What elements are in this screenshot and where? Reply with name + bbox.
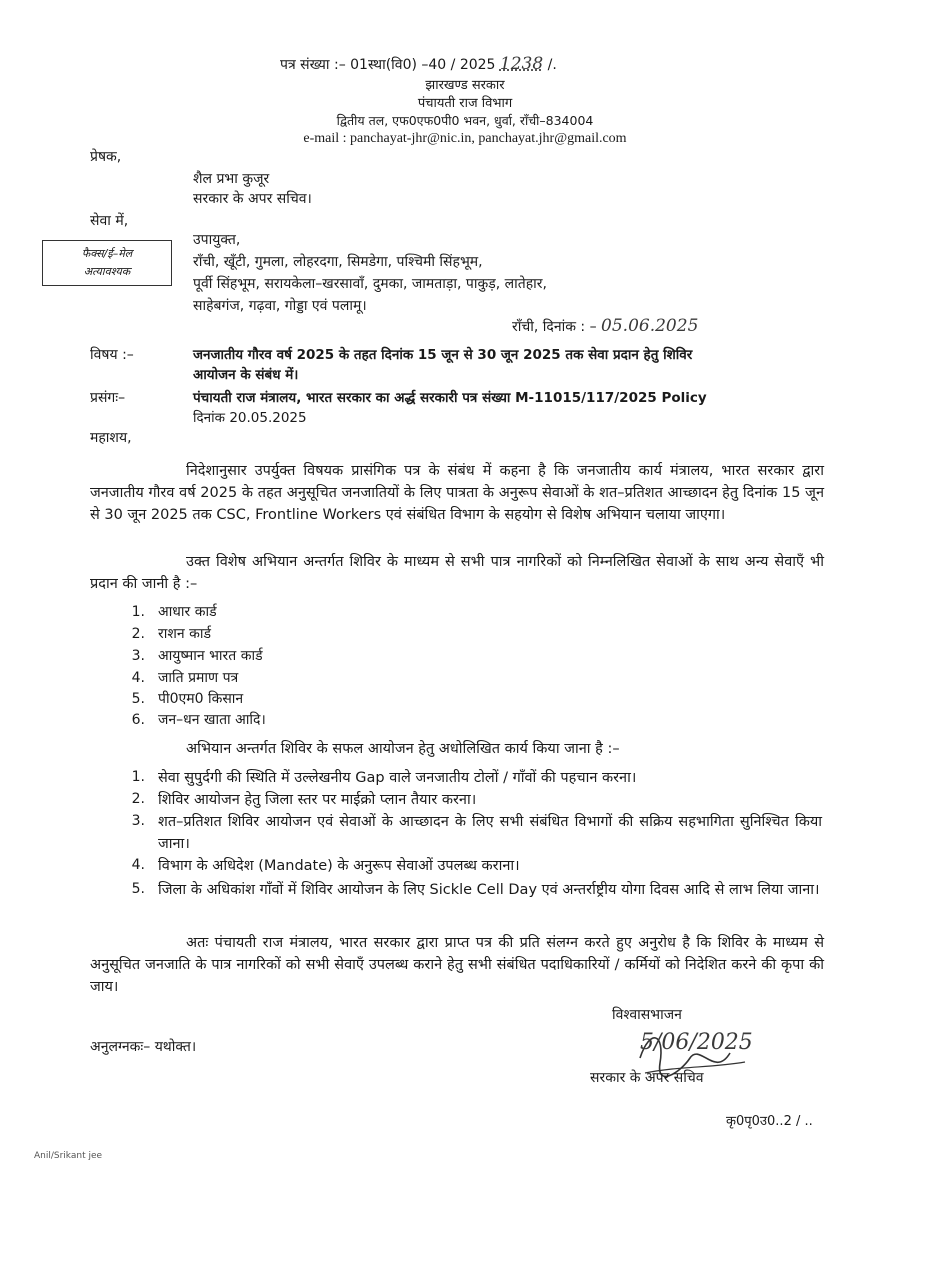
recipient-label: सेवा में, [90, 213, 129, 229]
recipient-line-2: राँची, खूँटी, गुमला, लोहरदगा, सिमडेगा, पश्चिमी सिंहभूम, [193, 254, 483, 270]
signatory-designation: सरकार के अपर सचिव [590, 1070, 704, 1086]
paragraph-1: निदेशानुसार उपर्युक्त विषयक प्रासंगिक पत्र के संबंध में कहना है कि जनजातीय कार्य मंत्रालय, भारत सरकार द्वारा जनजातीय गौरव वर्ष 2025 के तहत अनुसूचित जनजातियों के लिए पात्रता के अनुरूप सेवाओं के शत–प्रतिशत आच्छादन हेतु दिनांक 15 जून से 30 जून 2025 तक CSC, Frontline Workers एवं संबंधित विभाग के सहयोग से विशेष अभियान चलाया जाएगा। [90, 463, 824, 523]
department-email: e-mail : panchayat-jhr@nic.in, panchayat.jhr@gmail.com [303, 131, 627, 146]
service-number: 1. [131, 604, 145, 620]
service-number: 6. [131, 712, 145, 728]
date-label: राँची, दिनांक : – [512, 319, 597, 335]
task-item: सेवा सुपुर्दगी की स्थिति में उल्लेखनीय Gap वाले जनजातीय टोलों / गाँवों की पहचान करना। [158, 770, 637, 786]
govt-name: झारखण्ड सरकार [425, 78, 505, 93]
department-address: द्वितीय तल, एफ0एफ0पी0 भवन, धुर्वा, राँची–834004 [336, 113, 594, 128]
service-item: आयुष्मान भारत कार्ड [158, 648, 263, 664]
department-name: पंचायती राज विभाग [417, 96, 513, 111]
service-number: 4. [131, 670, 145, 686]
service-item: जन–धन खाता आदि। [158, 712, 266, 728]
subject-label: विषय :– [90, 347, 134, 363]
continued-note: कृ0पृ0उ0..2 / .. [726, 1114, 813, 1129]
signature-date: 5/06/2025 [640, 1030, 753, 1055]
sender-label: प्रेषक, [90, 149, 122, 165]
sender-name: शैल प्रभा कुजूर [193, 171, 270, 187]
task-number: 1. [131, 769, 145, 785]
letter-number [280, 54, 557, 75]
reference-line-2: दिनांक 20.05.2025 [193, 410, 307, 426]
letter-number-prefix: पत्र संख्या :– 01स्था(वि0) –40 / 2025 [280, 57, 496, 73]
urgency-stamp [42, 240, 172, 286]
closing-regards: विश्वासभाजन [612, 1007, 682, 1023]
task-item: विभाग के अधिदेश (Mandate) के अनुरूप सेवाओं उपलब्ध कराना। [158, 858, 520, 874]
salutation: महाशय, [90, 430, 132, 446]
date-value: 05.06.2025 [601, 316, 699, 336]
task-number: 5. [131, 881, 145, 897]
stamp-line-2: अत्यावश्यक [83, 265, 131, 278]
typist-initials: Anil/Srikant jee [34, 1151, 103, 1161]
subject-line-2: आयोजन के संबंध में। [193, 367, 299, 383]
reference-label: प्रसंगः– [90, 390, 126, 406]
subject-line-1: जनजातीय गौरव वर्ष 2025 के तहत दिनांक 15 जून से 30 जून 2025 तक सेवा प्रदान हेतु शिविर [193, 347, 693, 363]
task-item: जिला के अधिकांश गाँवों में शिविर आयोजन के लिए Sickle Cell Day एवं अन्तर्राष्ट्रीय योगा दिवस आदि से लाभ लिया जाना। [158, 882, 820, 898]
service-number: 3. [131, 648, 145, 664]
service-number: 5. [131, 691, 145, 707]
service-item: राशन कार्ड [158, 626, 211, 642]
service-item: आधार कार्ड [158, 604, 217, 620]
task-number: 4. [131, 857, 145, 873]
letter-number-suffix: /. [547, 57, 557, 73]
sender-designation: सरकार के अपर सचिव। [193, 191, 312, 207]
stamp-line-1: फैक्स/ई–मेल [81, 247, 133, 260]
recipient-line-3: पूर्वी सिंहभूम, सरायकेला–खरसावाँ, दुमका, जामताड़ा, पाकुड़, लातेहार, [193, 276, 547, 292]
attachment-note: अनुलग्नकः– यथोक्त। [90, 1039, 197, 1055]
reference-line-1: पंचायती राज मंत्रालय, भारत सरकार का अर्द्ध सरकारी पत्र संख्या M-11015/117/2025 Policy [193, 390, 707, 406]
date-line [512, 316, 698, 337]
paragraph-3: अभियान अन्तर्गत शिविर के सफल आयोजन हेतु अधोलिखित कार्य किया जाना है :– [186, 741, 620, 757]
recipient-line-1: उपायुक्त, [193, 232, 241, 248]
task-number: 2. [131, 791, 145, 807]
task-number: 3. [131, 813, 145, 829]
service-item: पी0एम0 किसान [158, 691, 244, 707]
letter-number-handwritten: 1238 [499, 54, 544, 74]
task-item: शत–प्रतिशत शिविर आयोजन एवं सेवाओं के आच्छादन के लिए सभी संबंधित विभागों की सक्रिय सहभागिता सुनिश्चित किया जाना। [158, 814, 822, 852]
paragraph-2: उक्त विशेष अभियान अन्तर्गत शिविर के माध्यम से सभी पात्र नागरिकों को निम्नलिखित सेवाओं के साथ अन्य सेवाएँ भी प्रदान की जानी है :– [90, 554, 824, 592]
task-item: शिविर आयोजन हेतु जिला स्तर पर माईक्रो प्लान तैयार करना। [158, 792, 477, 808]
service-item: जाति प्रमाण पत्र [158, 670, 239, 686]
service-number: 2. [131, 626, 145, 642]
paragraph-4: अतः पंचायती राज मंत्रालय, भारत सरकार द्वारा प्राप्त पत्र की प्रति संलग्न करते हुए अनुरोध है कि शिविर के माध्यम से अनुसूचित जनजाति के पात्र नागरिकों को सभी सेवाएँ उपलब्ध कराने हेतु सभी संबंधित पदाधिकारियों / कर्मियों को निदेशित करने की कृपा की जाय। [90, 935, 824, 995]
recipient-line-4: साहेबगंज, गढ़वा, गोड्डा एवं पलामू। [193, 298, 367, 314]
